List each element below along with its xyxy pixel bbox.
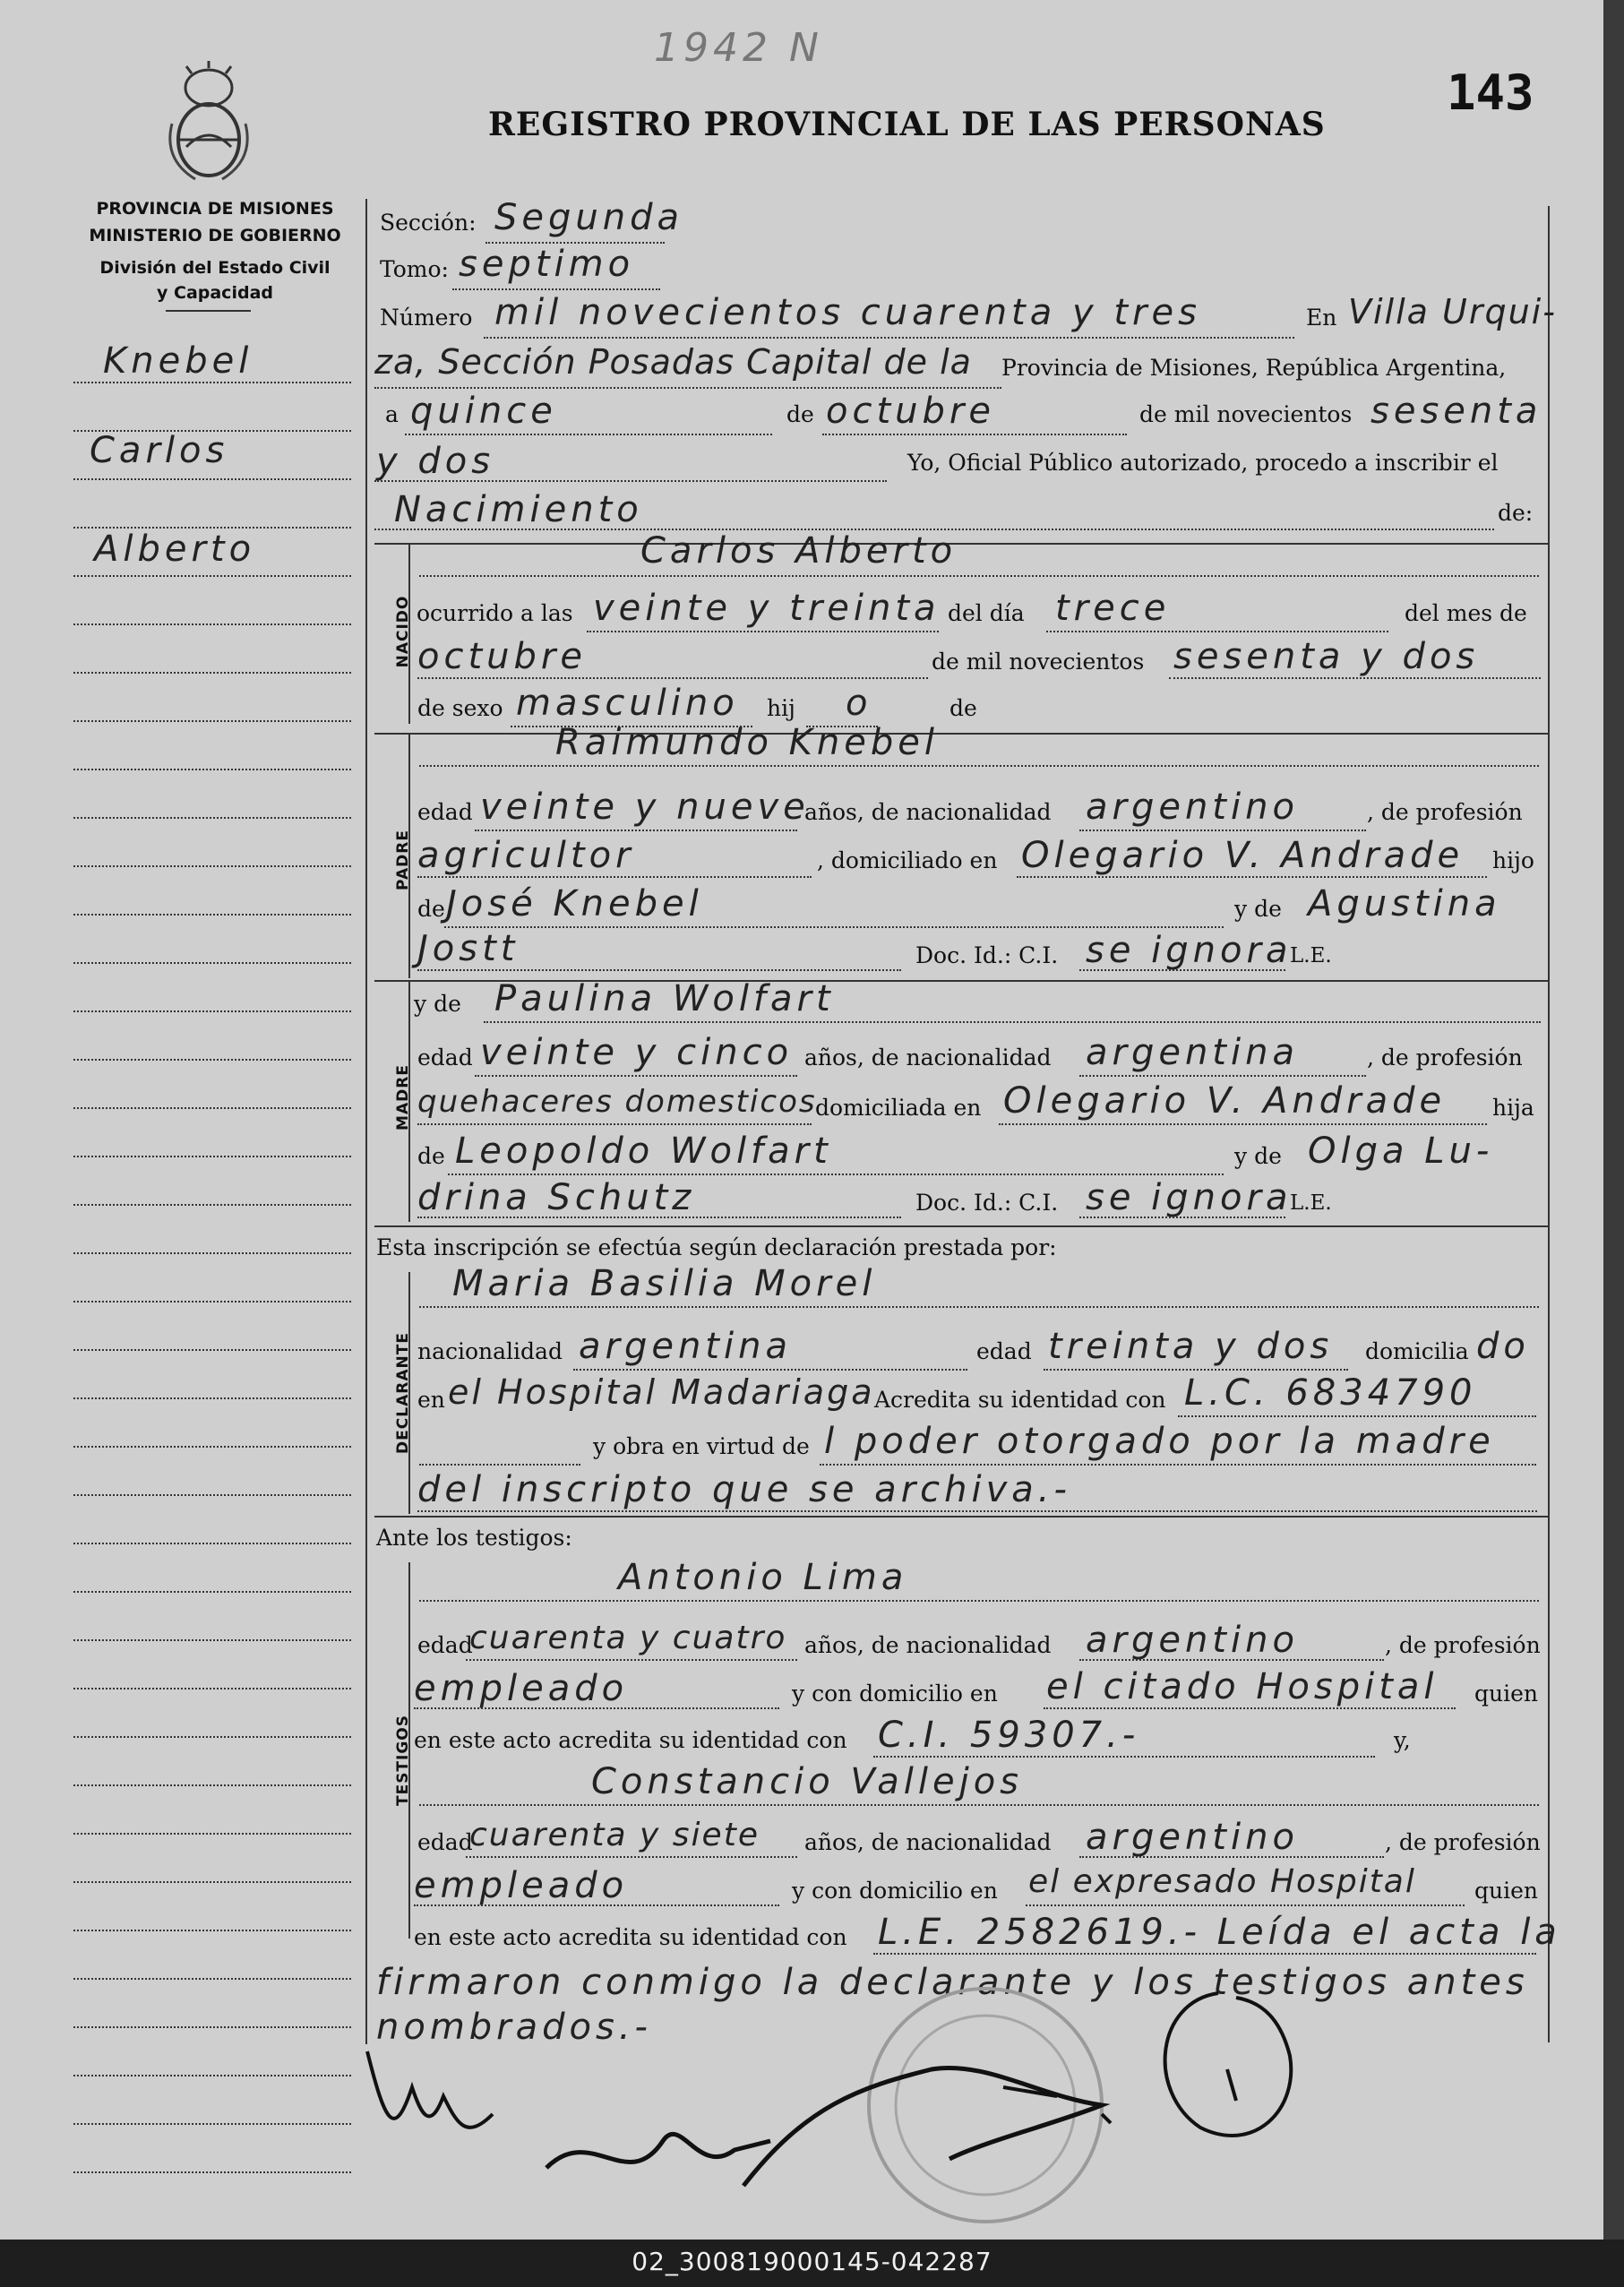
padre-doc-label: Doc. Id.: C.I. bbox=[915, 942, 1059, 968]
oficial-text: Yo, Oficial Público autorizado, procedo a inscribir el bbox=[907, 450, 1499, 476]
margin-line bbox=[73, 1978, 351, 1980]
anio-label: de mil novecientos bbox=[1139, 401, 1353, 427]
declarante-en-label: en bbox=[417, 1387, 445, 1413]
padre-nac-label: años, de nacionalidad bbox=[804, 799, 1052, 825]
tomo-value: septimo bbox=[459, 244, 635, 285]
madre-edad-label: edad bbox=[417, 1045, 473, 1070]
t1-y: y, bbox=[1394, 1727, 1411, 1753]
margin-line bbox=[73, 1252, 351, 1254]
ocurrido-label: ocurrido a las bbox=[417, 600, 573, 626]
de-label: de bbox=[786, 401, 814, 427]
t1-dom-value: el citado Hospital bbox=[1046, 1666, 1439, 1707]
margin-line bbox=[73, 865, 351, 867]
margin-line bbox=[73, 1833, 351, 1835]
madre-dom-label: domiciliada en bbox=[815, 1095, 982, 1121]
footer-bar bbox=[0, 2240, 1624, 2287]
margin-line bbox=[73, 1010, 351, 1012]
en-label: En bbox=[1306, 305, 1337, 331]
madre-prof-label: , de profesión bbox=[1367, 1045, 1523, 1070]
t2-nac-value: argentino bbox=[1086, 1817, 1299, 1858]
declarante-section-label: DECLARANTE bbox=[394, 1332, 412, 1454]
nacido-anio-value: sesenta y dos bbox=[1173, 636, 1480, 677]
padre-y-de-label: y de bbox=[1234, 896, 1282, 922]
t1-acredita-value: C.I. 59307.- bbox=[878, 1715, 1140, 1756]
testigos-section-label: TESTIGOS bbox=[394, 1714, 412, 1807]
madre-madre-value-2: drina Schutz bbox=[417, 1177, 696, 1218]
de2-label: de: bbox=[1498, 500, 1534, 526]
margin-line bbox=[73, 623, 351, 625]
t2-edad-value: cuarenta y siete bbox=[469, 1817, 760, 1853]
declarante-edad-label: edad bbox=[976, 1338, 1032, 1364]
nacido-section-label: NACIDO bbox=[394, 595, 412, 668]
padre-edad-value: veinte y nueve bbox=[480, 787, 810, 828]
hij-value: o bbox=[846, 683, 872, 724]
numero-value: mil novecientos cuarenta y tres bbox=[494, 292, 1201, 333]
org-line-4: y Capacidad bbox=[157, 283, 273, 303]
anio-value-2: y dos bbox=[376, 441, 495, 482]
margin-middlename: Alberto bbox=[94, 529, 256, 570]
t1-edad-value: cuarenta y cuatro bbox=[469, 1620, 787, 1656]
margin-line bbox=[73, 1591, 351, 1593]
declarante-nac-label: nacionalidad bbox=[417, 1338, 563, 1364]
en-value-2: za, Sección Posadas Capital de la bbox=[374, 342, 972, 382]
declarante-edad-value: treinta y dos bbox=[1048, 1326, 1334, 1367]
org-line-1: PROVINCIA DE MISIONES bbox=[96, 199, 334, 219]
nacido-name: Carlos Alberto bbox=[640, 530, 958, 572]
t2-acredita-value: L.E. 2582619.- Leída el acta la bbox=[878, 1912, 1561, 1953]
t2-prof-value: empleado bbox=[414, 1865, 629, 1906]
nacido-dia-value: trece bbox=[1055, 588, 1171, 629]
padre-de-label: de bbox=[417, 896, 445, 922]
margin-line bbox=[73, 1736, 351, 1738]
margin-line bbox=[73, 382, 351, 383]
madre-nac-label: años, de nacionalidad bbox=[804, 1045, 1052, 1070]
margin-line bbox=[73, 1784, 351, 1786]
margin-line bbox=[73, 1881, 351, 1883]
padre-madre-value-1: Agustina bbox=[1308, 883, 1501, 924]
margin-surname: Knebel bbox=[103, 340, 253, 382]
madre-prof-value: quehaceres domesticos bbox=[417, 1084, 817, 1120]
t2-acredita-label: en este acto acredita su identidad con bbox=[414, 1924, 847, 1950]
madre-name: Paulina Wolfart bbox=[494, 978, 835, 1019]
top-scrawl: 1942 N bbox=[654, 25, 823, 71]
t1-quien: quien bbox=[1474, 1681, 1538, 1707]
t2-quien: quien bbox=[1474, 1878, 1538, 1904]
margin-line bbox=[73, 1639, 351, 1641]
frame-right-border bbox=[1548, 206, 1550, 2042]
padre-le-label: L.E. bbox=[1290, 944, 1332, 967]
declarante-dom-label: domicilia bbox=[1365, 1338, 1469, 1364]
testigo1-name: Antonio Lima bbox=[618, 1557, 908, 1598]
sexo-label: de sexo bbox=[417, 695, 503, 721]
margin-line bbox=[73, 2026, 351, 2028]
padre-nac-value: argentino bbox=[1086, 787, 1299, 828]
padre-hijo-label: hijo bbox=[1492, 847, 1534, 873]
t1-acredita-label: en este acto acredita su identidad con bbox=[414, 1727, 847, 1753]
padre-edad-label: edad bbox=[417, 799, 473, 825]
padre-dom-value: Olegario V. Andrade bbox=[1021, 835, 1465, 876]
page-title: REGISTRO PROVINCIAL DE LAS PERSONAS bbox=[488, 106, 1326, 143]
declarante-obra-value-1: l poder otorgado por la madre bbox=[824, 1421, 1495, 1462]
t1-nac-value: argentino bbox=[1086, 1620, 1299, 1661]
margin-line bbox=[73, 1059, 351, 1061]
margin-line bbox=[73, 1494, 351, 1496]
t1-nac-label: años, de nacionalidad bbox=[804, 1632, 1052, 1658]
padre-prof-value: agricultor bbox=[417, 835, 635, 876]
margin-line bbox=[73, 1301, 351, 1303]
del-dia-label: del día bbox=[948, 600, 1025, 626]
padre-doc-value: se ignora bbox=[1086, 930, 1293, 971]
madre-nac-value: argentina bbox=[1086, 1032, 1299, 1073]
margin-firstname: Carlos bbox=[90, 430, 229, 471]
nacido-anio-label: de mil novecientos bbox=[932, 649, 1145, 675]
declarante-name: Maria Basilia Morel bbox=[452, 1263, 877, 1304]
testigo2-name: Constancio Vallejos bbox=[591, 1761, 1024, 1802]
padre-padre-value: José Knebel bbox=[446, 883, 703, 924]
testigos-intro: Ante los testigos: bbox=[376, 1525, 572, 1551]
seccion-label: Sección: bbox=[380, 210, 477, 236]
t2-dom-label: y con domicilio en bbox=[792, 1878, 998, 1904]
margin-line bbox=[73, 769, 351, 770]
t2-edad-label: edad bbox=[417, 1829, 473, 1855]
madre-le-label: L.E. bbox=[1290, 1191, 1332, 1215]
hij-label: hij bbox=[767, 695, 795, 721]
closing-line-1: firmaron conmigo la declarante y los testigos antes bbox=[376, 1962, 1529, 2003]
madre-hija-label: hija bbox=[1492, 1095, 1534, 1121]
margin-line bbox=[73, 962, 351, 964]
madre-dom-value: Olegario V. Andrade bbox=[1003, 1080, 1447, 1122]
padre-dom-label: , domiciliado en bbox=[817, 847, 998, 873]
declarante-obra-label: y obra en virtud de bbox=[593, 1433, 810, 1459]
page-number: 143 bbox=[1447, 64, 1534, 121]
madre-madre-value-1: Olga Lu- bbox=[1308, 1131, 1494, 1172]
seccion-value: Segunda bbox=[494, 197, 683, 238]
t1-edad-label: edad bbox=[417, 1632, 473, 1658]
madre-padre-value: Leopoldo Wolfart bbox=[455, 1131, 832, 1172]
margin-line bbox=[73, 672, 351, 674]
a-label: a bbox=[385, 401, 399, 427]
margin-line bbox=[73, 2171, 351, 2173]
margin-line bbox=[73, 1930, 351, 1931]
provincia-text: Provincia de Misiones, República Argentina, bbox=[1001, 355, 1507, 381]
org-underline bbox=[166, 310, 251, 312]
declarante-nac-value: argentina bbox=[579, 1326, 792, 1367]
t2-prof-label: , de profesión bbox=[1385, 1829, 1541, 1855]
declarante-acredita-label: Acredita su identidad con bbox=[874, 1387, 1166, 1413]
madre-de-label: de bbox=[417, 1143, 445, 1169]
margin-line bbox=[73, 720, 351, 722]
margin-line bbox=[73, 1107, 351, 1109]
org-line-3: División del Estado Civil bbox=[99, 258, 331, 278]
padre-madre-value-2: Jostt bbox=[417, 928, 520, 969]
padre-prof-label: , de profesión bbox=[1367, 799, 1523, 825]
declarante-dom-value-1: do bbox=[1476, 1326, 1530, 1367]
margin-line bbox=[73, 2075, 351, 2076]
madre-y-de2-label: y de bbox=[1234, 1143, 1282, 1169]
margin-line bbox=[73, 1543, 351, 1544]
declarante-dom-value-2: el Hospital Madariaga bbox=[448, 1372, 875, 1412]
margin-line bbox=[73, 478, 351, 480]
madre-y-de-label: y de bbox=[414, 991, 461, 1017]
madre-edad-value: veinte y cinco bbox=[480, 1032, 794, 1073]
closing-line-2: nombrados.- bbox=[376, 2007, 652, 2048]
scan-edge bbox=[1603, 0, 1624, 2240]
padre-section-label: PADRE bbox=[394, 830, 412, 890]
sexo-value: masculino bbox=[516, 683, 739, 724]
madre-doc-label: Doc. Id.: C.I. bbox=[915, 1190, 1059, 1216]
frame-left-border bbox=[365, 199, 367, 2044]
margin-line bbox=[73, 2123, 351, 2125]
margin-line bbox=[73, 1349, 351, 1351]
tomo-label: Tomo: bbox=[380, 256, 449, 282]
numero-label: Número bbox=[380, 305, 473, 331]
declarante-obra-value-2: del inscripto que se archiva.- bbox=[417, 1469, 1071, 1510]
anio-value-1: sesenta bbox=[1371, 391, 1542, 432]
nacido-de-label: de bbox=[949, 695, 977, 721]
t2-nac-label: años, de nacionalidad bbox=[804, 1829, 1052, 1855]
margin-line bbox=[73, 1446, 351, 1448]
margin-line bbox=[73, 1397, 351, 1399]
hora-value: veinte y treinta bbox=[593, 588, 941, 629]
nacido-mes-value: octubre bbox=[417, 636, 587, 677]
del-mes-label: del mes de bbox=[1405, 600, 1527, 626]
margin-line bbox=[73, 1204, 351, 1206]
margin-line bbox=[73, 817, 351, 819]
margin-line bbox=[73, 1156, 351, 1157]
madre-doc-value: se ignora bbox=[1086, 1177, 1293, 1218]
margin-line bbox=[73, 1688, 351, 1689]
acto-value: Nacimiento bbox=[394, 489, 643, 530]
margin-line bbox=[73, 914, 351, 916]
t2-dom-value: el expresado Hospital bbox=[1028, 1863, 1416, 1900]
t1-prof-label: , de profesión bbox=[1385, 1632, 1541, 1658]
mes-value: octubre bbox=[826, 391, 995, 432]
t1-prof-value: empleado bbox=[414, 1668, 629, 1709]
declarante-acredita-value: L.C. 6834790 bbox=[1184, 1372, 1477, 1414]
footer-filename: 02_300819000145-042287 bbox=[632, 2247, 992, 2276]
org-line-2: MINISTERIO DE GOBIERNO bbox=[89, 226, 341, 245]
margin-line bbox=[73, 575, 351, 577]
dia-value: quince bbox=[410, 391, 557, 432]
signatures bbox=[358, 2033, 1254, 2222]
madre-section-label: MADRE bbox=[394, 1064, 412, 1131]
declarante-intro: Esta inscripción se efectúa según declaración prestada por: bbox=[376, 1234, 1057, 1260]
coat-of-arms-seal bbox=[159, 61, 258, 186]
t1-dom-label: y con domicilio en bbox=[792, 1681, 998, 1707]
en-value-1: Villa Urqui- bbox=[1348, 292, 1557, 331]
padre-name: Raimundo Knebel bbox=[555, 722, 939, 763]
